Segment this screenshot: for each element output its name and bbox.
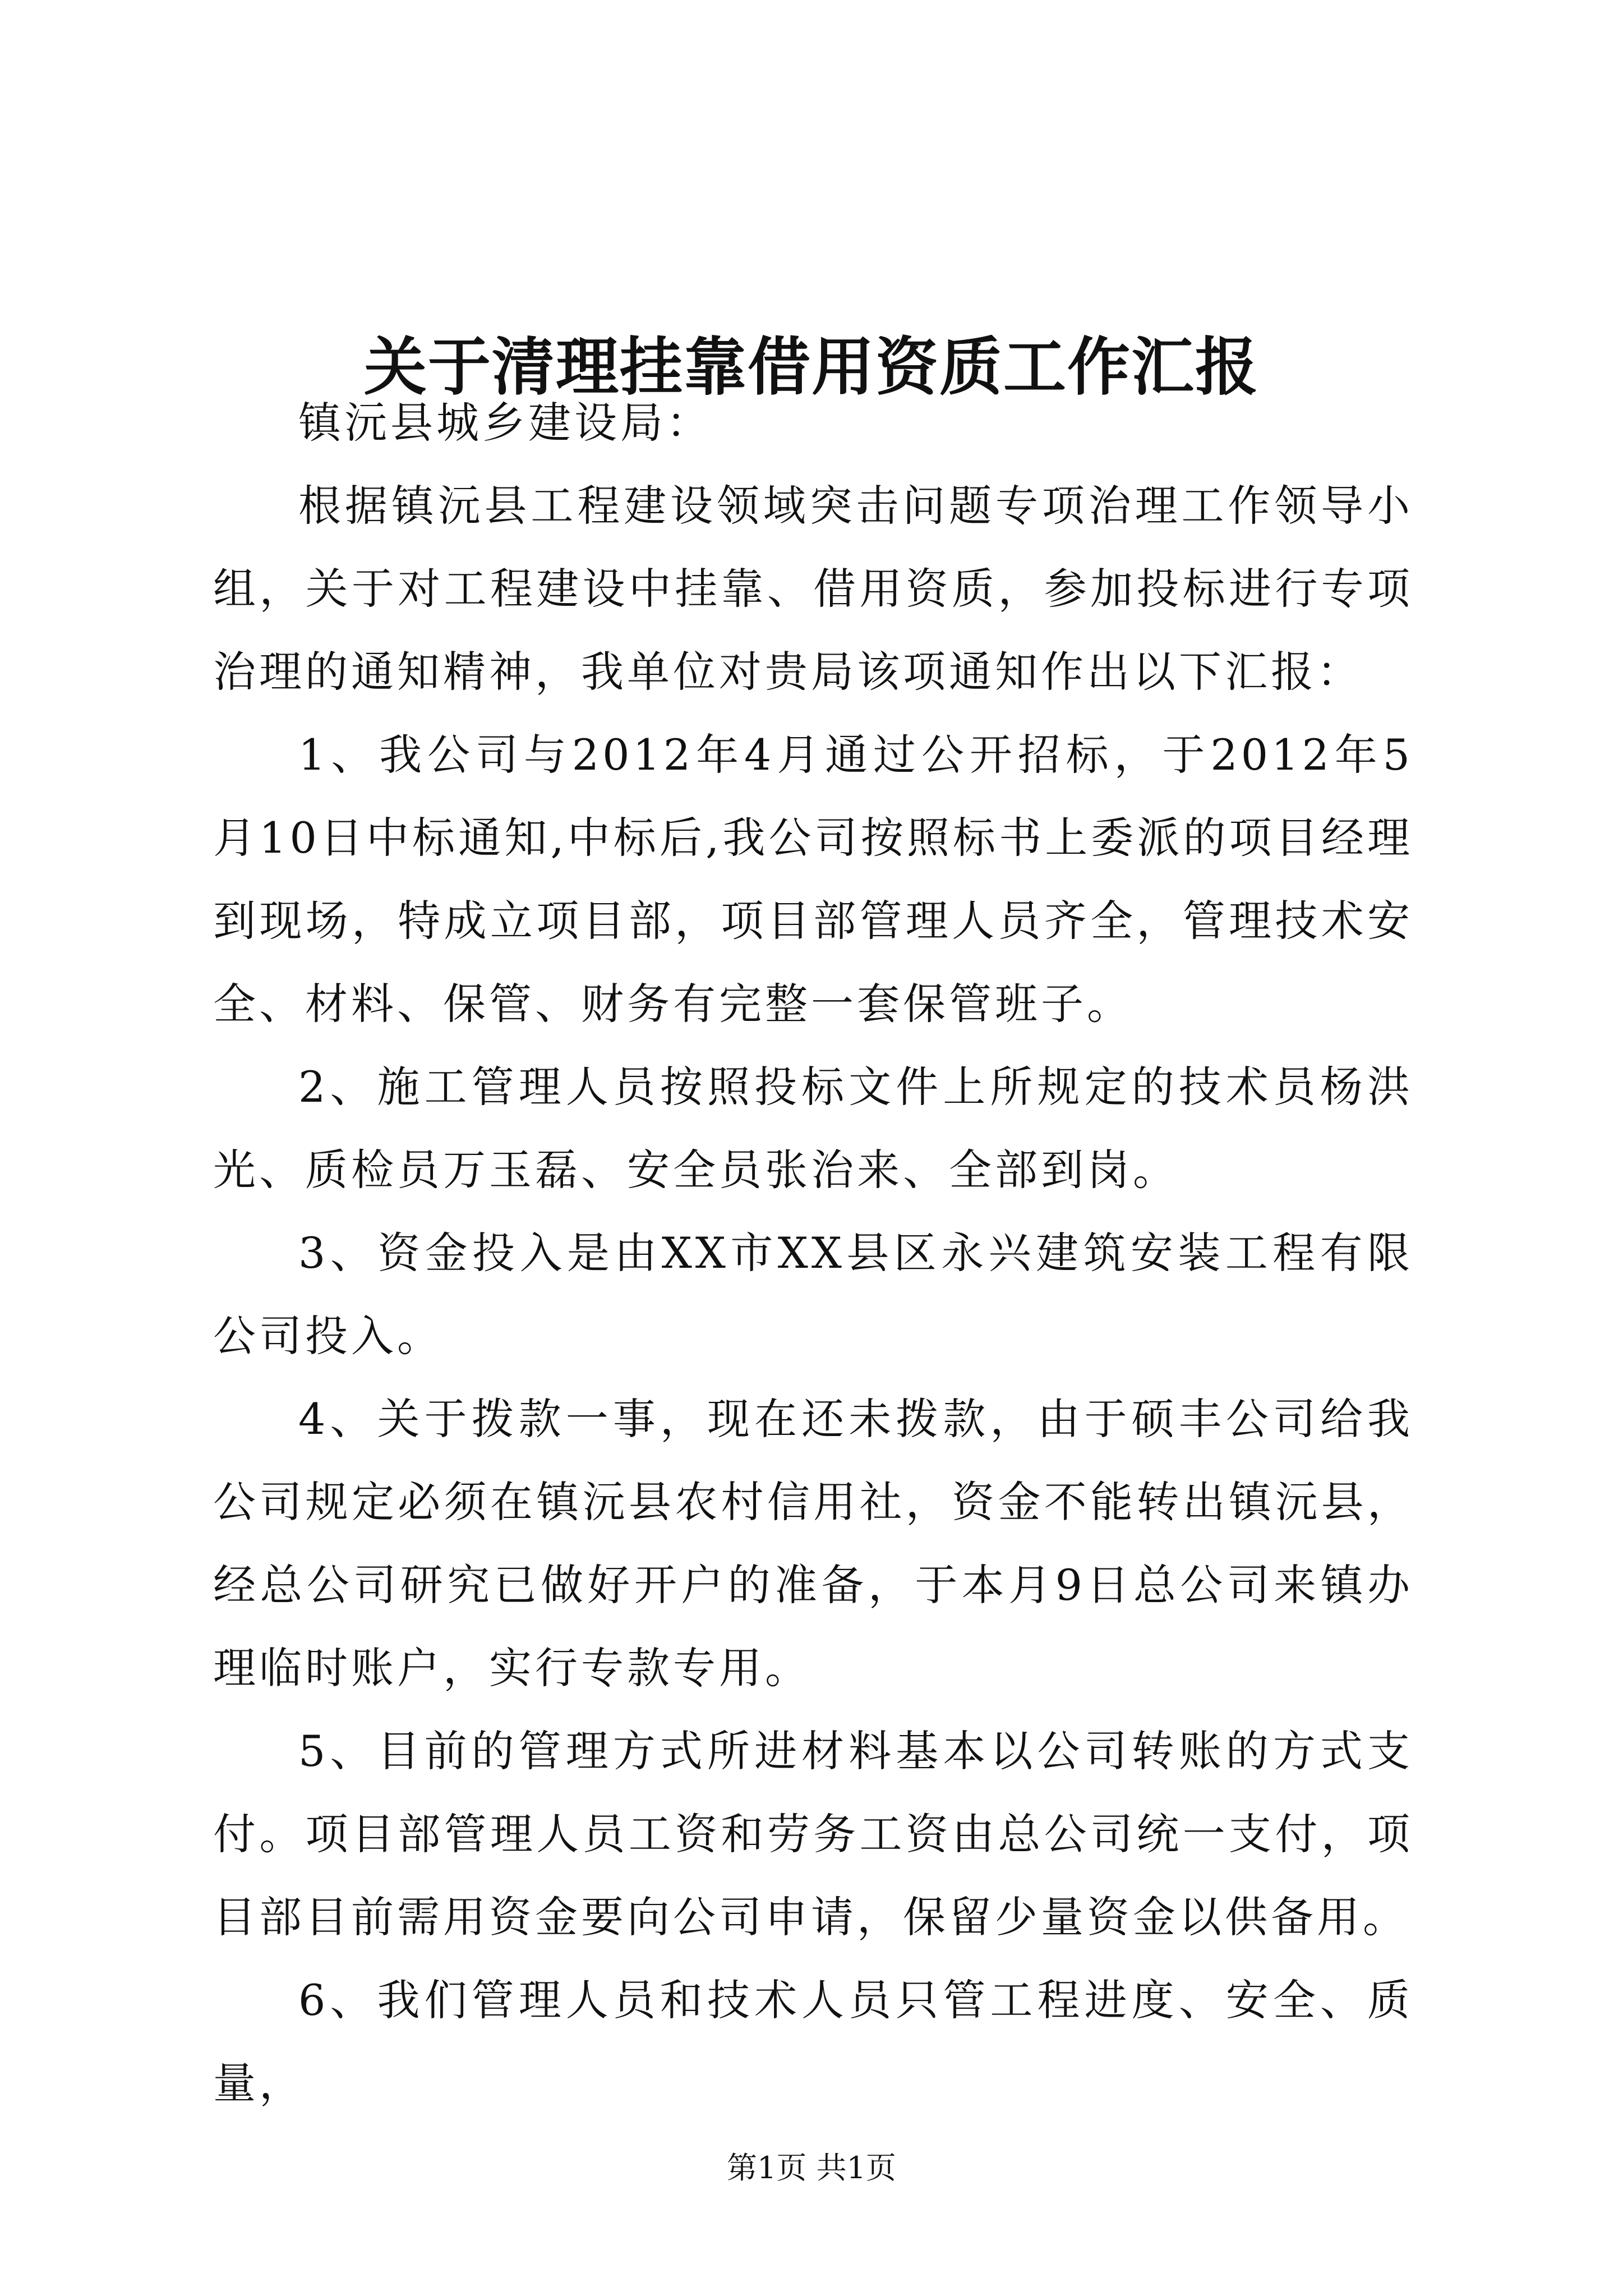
page-number-label: 第1页 共1页	[727, 2150, 896, 2185]
paragraph-intro: 根据镇沅县工程建设领域突击问题专项治理工作领导小组，关于对工程建设中挂靠、借用资质，参加投标进行专项治理的通知精神，我单位对贵局该项通知作出以下汇报：	[213, 481, 1413, 697]
paragraph-item-6: 6、我们管理人员和技术人员只管工程进度、安全、质量，	[213, 1975, 1413, 2108]
paragraph-item-4: 4、关于拨款一事，现在还未拨款，由于硕丰公司给我公司规定必须在镇沅县农村信用社，资金不能转出镇沅县，经总公司研究已做好开户的准备，于本月9日总公司来镇办理临时账户，实行专款专用。	[213, 1394, 1413, 1693]
paragraph-item-5: 5、目前的管理方式所进材料基本以公司转账的方式支付。项目部管理人员工资和劳务工资由总公司统一支付，项目部目前需用资金要向公司申请，保留少量资金以供备用。	[213, 1726, 1413, 1942]
salutation: 镇沅县城乡建设局：	[298, 398, 712, 448]
paragraph-item-3: 3、资金投入是由XX市XX县区永兴建筑安装工程有限公司投入。	[213, 1228, 1413, 1361]
page-footer	[0, 2148, 1623, 2188]
paragraph-item-2: 2、施工管理人员按照投标文件上所规定的技术员杨洪光、质检员万玉磊、安全员张治来、全部到岗。	[213, 1062, 1413, 1195]
paragraph-item-1: 1、我公司与2012年4月通过公开招标，于2012年5月10日中标通知,中标后,我公司按照标书上委派的项目经理到现场，特成立项目部，项目部管理人员齐全，管理技术安全、材料、保管、财务有完整一套保管班子。	[213, 730, 1413, 1029]
document-body	[213, 381, 1413, 2125]
document-title: 关于清理挂靠借用资质工作汇报	[364, 330, 1259, 404]
